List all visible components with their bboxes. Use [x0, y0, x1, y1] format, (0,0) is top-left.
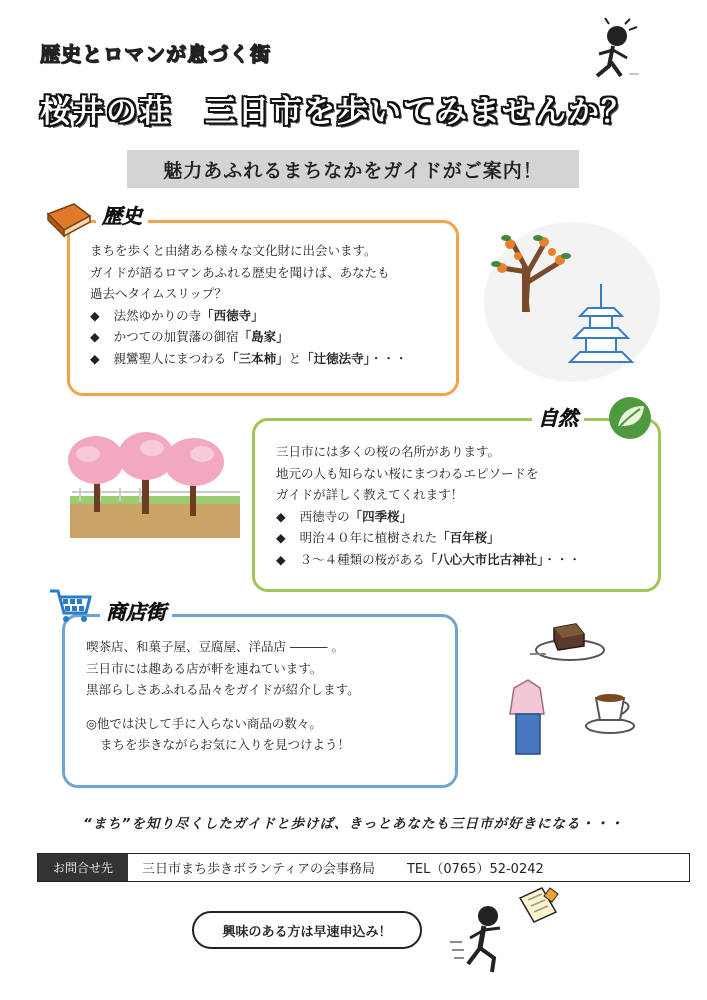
history-intro-line: まちを歩くと由緒ある様々な文化財に出会います。 [90, 243, 377, 258]
contact-bar [37, 853, 690, 882]
nature-heading: 自然 [532, 402, 584, 431]
contact-label: お問合せ先 [38, 854, 128, 881]
ribbon-banner: 魅力あふれるまちなかをガイドがご案内！ [127, 150, 579, 188]
history-intro-line: ガイドが語るロマンあふれる歴史を聞けば、あなたも [90, 264, 390, 280]
shops-line: 喫茶店、和菓子屋、豆腐屋、洋品店 ――― 。 [86, 639, 344, 654]
history-bullet: ◆ かつての加賀藩の御宿「島家」 [90, 329, 289, 344]
shop-goods-illustration [500, 614, 650, 764]
book-icon [44, 200, 94, 240]
nature-bullet: ◆ ３～４種類の桜がある「八心大市比古神社」・・・ [276, 551, 581, 567]
apply-speech-bubble: 興味のある方は早速申込み！ [192, 911, 422, 949]
kicker-text: 歴史とロマンが息づく街 [40, 42, 271, 66]
cherry-blossom-illustration [60, 432, 240, 542]
shops-note-line: まちを歩きながらお気に入りを見つけよう！ [100, 737, 351, 752]
shopping-cart-icon [48, 585, 92, 625]
contact-organization: 三日市まち歩きボランティアの会事務局 [142, 862, 375, 877]
shops-line: 黒部らしさあふれる品々をガイドが紹介します。 [86, 682, 360, 697]
shops-line: 三日市には趣ある店が軒を連ねています。 [86, 660, 323, 676]
contact-phone: TEL（0765）52-0242 [406, 862, 544, 877]
nature-text [276, 441, 581, 570]
nature-bullet: ◆ 西徳寺の「四季桜」 [276, 508, 413, 524]
history-bullet: ◆ 親鸞聖人にまつわる「三本柿」と「辻徳法寺」・・・ [90, 350, 408, 366]
shops-text [86, 636, 360, 756]
leaf-icon [608, 396, 652, 440]
shops-note-line: ◎他では決して手に入らない商品の数々。 [86, 715, 322, 731]
shops-heading: 商店街 [100, 596, 172, 625]
closing-message: “まち”を知り尽くしたガイドと歩けば、きっとあなたも三日市が好きになる・・・ [83, 816, 624, 832]
history-text [90, 240, 407, 369]
persimmon-tree-pagoda-illustration [482, 212, 682, 392]
nature-intro-line: ガイドが詳しく教えてくれます！ [276, 487, 464, 502]
nature-intro-line: 地元の人も知らない桜にまつわるエピソードを [276, 465, 539, 481]
nature-intro-line: 三日市には多くの桜の名所があります。 [276, 444, 501, 459]
nature-bullet: ◆ 明治４０年に植樹された「百年桜」 [276, 530, 500, 545]
history-intro-line: 過去へタイムスリップ？ [90, 286, 227, 301]
history-heading: 歴史 [96, 200, 148, 229]
walking-mascot-icon [585, 18, 645, 88]
history-bullet: ◆ 法然ゆかりの寺「西徳寺」 [90, 307, 264, 323]
document-icon [512, 886, 562, 930]
page-title: 桜井の荘 三日市を歩いてみませんか？ [40, 94, 634, 130]
